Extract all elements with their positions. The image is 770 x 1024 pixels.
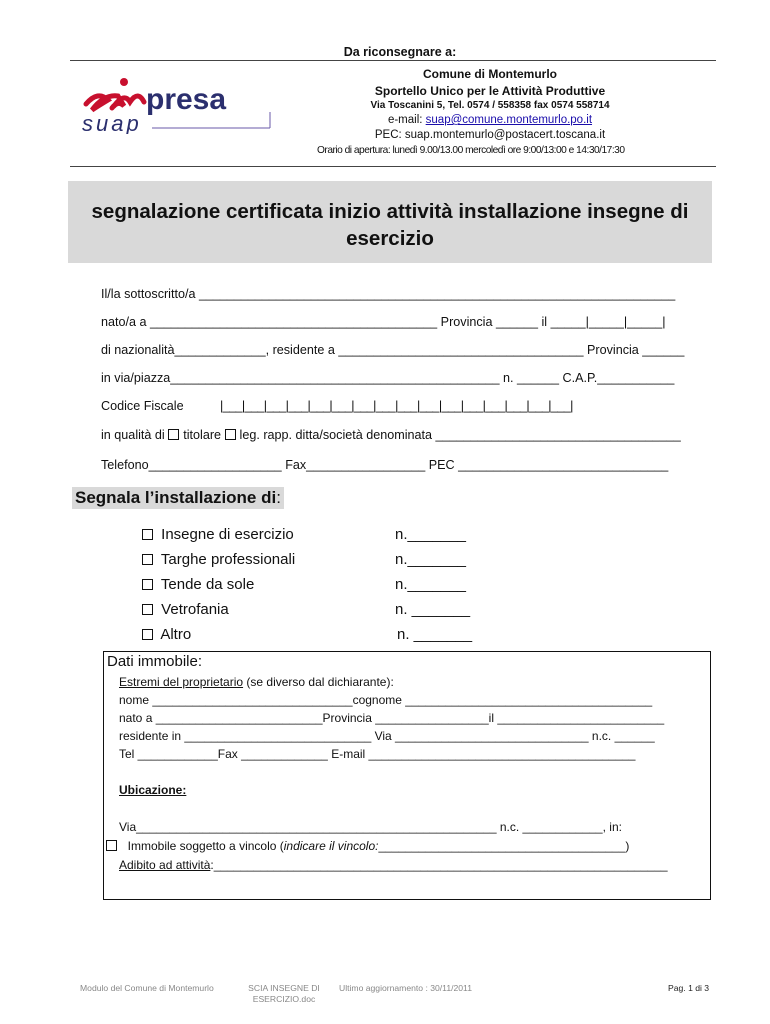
impresa-suap-logo — [78, 70, 274, 134]
item-label: Insegne di esercizio — [161, 526, 294, 543]
bond-checkbox[interactable] — [106, 840, 117, 851]
property-title: Dati immobile: — [107, 653, 203, 670]
quality-prefix: in qualità di — [101, 428, 169, 442]
owner-label: titolare — [183, 428, 225, 442]
bond-end: _____________________________________) — [378, 839, 630, 853]
legal-rep-checkbox[interactable] — [225, 429, 236, 440]
location-title: Ubicazione: — [119, 783, 187, 797]
return-to-label: Da riconsegnare a: — [343, 45, 457, 59]
footer-module: Modulo del Comune di Montemurlo — [80, 983, 214, 993]
location-via-line: Via______________________________________________________ n.c. ____________, in: — [119, 820, 622, 834]
item-count-5: n. _______ — [397, 626, 473, 643]
owner-heading-rest: (se diverso dal dichiarante): — [243, 675, 394, 689]
item-checkbox[interactable] — [142, 604, 153, 615]
office-hours: Orario di apertura: lunedì 9.00/13.00 mercoledì ore 9:00/13:00 e 14:30/17:30 — [317, 145, 625, 156]
footer-file-1: SCIA INSEGNE DI — [248, 983, 320, 993]
item-checkbox[interactable] — [142, 529, 153, 540]
bond-text: Immobile soggetto a vincolo ( — [127, 839, 284, 853]
item-row-2 — [142, 551, 295, 568]
owner-name-line: nome ______________________________cognome _____________________________________ — [119, 693, 653, 707]
footer-file-2: ESERCIZIO.doc — [252, 994, 316, 1004]
email-link[interactable]: suap@comune.montemurlo.po.it — [425, 114, 593, 126]
office-unit: Sportello Unico per le Attività Produttive — [374, 84, 606, 98]
applicant-name-line: Il/la sottoscritto/a ____________________________________________________________________ — [101, 287, 676, 301]
form-title-line1: segnalazione certificata inizio attività installazione insegne di — [91, 200, 689, 223]
item-count-3: n._______ — [395, 576, 466, 593]
owner-contacts-line: Tel ____________Fax _____________ E-mail ________________________________________ — [119, 747, 636, 761]
item-count-1: n._______ — [395, 526, 466, 543]
header-rule-bottom — [70, 166, 716, 167]
item-row-3 — [142, 576, 254, 593]
section-colon: : — [276, 488, 281, 507]
owner-checkbox[interactable] — [168, 429, 179, 440]
item-label: Altro — [160, 626, 192, 643]
owner-heading — [119, 675, 394, 689]
item-count-2: n._______ — [395, 551, 466, 568]
footer-updated: Ultimo aggiornamento : 30/11/2011 — [339, 983, 472, 993]
item-count-4: n. _______ — [395, 601, 471, 618]
item-checkbox[interactable] — [142, 629, 153, 640]
logo-word-impresa: presa — [146, 83, 227, 116]
item-row-1 — [142, 526, 294, 543]
office-name: Comune di Montemurlo — [423, 67, 557, 81]
item-label: Vetrofania — [161, 601, 229, 618]
item-row-5 — [142, 626, 191, 643]
bond-italic: indicare il vincolo: — [283, 839, 379, 853]
section-title: Segnala l’installazione di — [75, 488, 277, 507]
email-label: e-mail: — [387, 114, 426, 126]
section-heading — [72, 487, 284, 509]
item-row-4 — [142, 601, 229, 618]
logo-word-suap: suap — [82, 111, 142, 134]
footer-page: Pag. 1 di 3 — [668, 983, 710, 993]
form-title-line2: esercizio — [346, 227, 434, 250]
office-email-line — [330, 114, 650, 126]
owner-heading-underlined: Estremi del proprietario — [119, 675, 244, 689]
use-label: Adibito ad attività — [119, 858, 211, 872]
legal-rep-label: leg. rapp. ditta/società denominata ___________________________________ — [239, 428, 681, 442]
header-rule-top — [70, 60, 716, 61]
fiscal-code-label: Codice Fiscale — [101, 399, 184, 413]
bond-line — [106, 839, 629, 853]
quality-line — [101, 428, 681, 442]
item-checkbox[interactable] — [142, 579, 153, 590]
fiscal-code-boxes: |___|___|___|___|___|___|___|___|___|___|___|___|___|___|___|___| — [220, 399, 573, 413]
owner-birth-line: nato a _________________________Provincia _________________il _________________________ — [119, 711, 665, 725]
address-line: in via/piazza_______________________________________________ n. ______ C.A.P.___________ — [101, 371, 675, 385]
nationality-line: di nazionalità_____________, residente a ___________________________________ Provincia ______ — [101, 343, 685, 357]
item-label: Targhe professionali — [160, 551, 296, 568]
item-checkbox[interactable] — [142, 554, 153, 565]
item-label: Tende da sole — [160, 576, 255, 593]
owner-residence-line: residente in ____________________________ Via _____________________________ n.c. ______ — [119, 729, 655, 743]
contacts-line: Telefono___________________ Fax_________________ PEC ______________________________ — [101, 458, 669, 472]
office-pec: PEC: suap.montemurlo@postacert.toscana.it — [374, 129, 606, 141]
use-line — [119, 858, 668, 872]
birth-line: nato/a a _________________________________________ Provincia ______ il _____|_____|_____| — [101, 315, 666, 329]
use-rest: :____________________________________________________________________ — [210, 858, 668, 872]
office-address: Via Toscanini 5, Tel. 0574 / 558358 fax 0574 558714 — [370, 100, 610, 111]
form-title-box — [68, 181, 712, 263]
